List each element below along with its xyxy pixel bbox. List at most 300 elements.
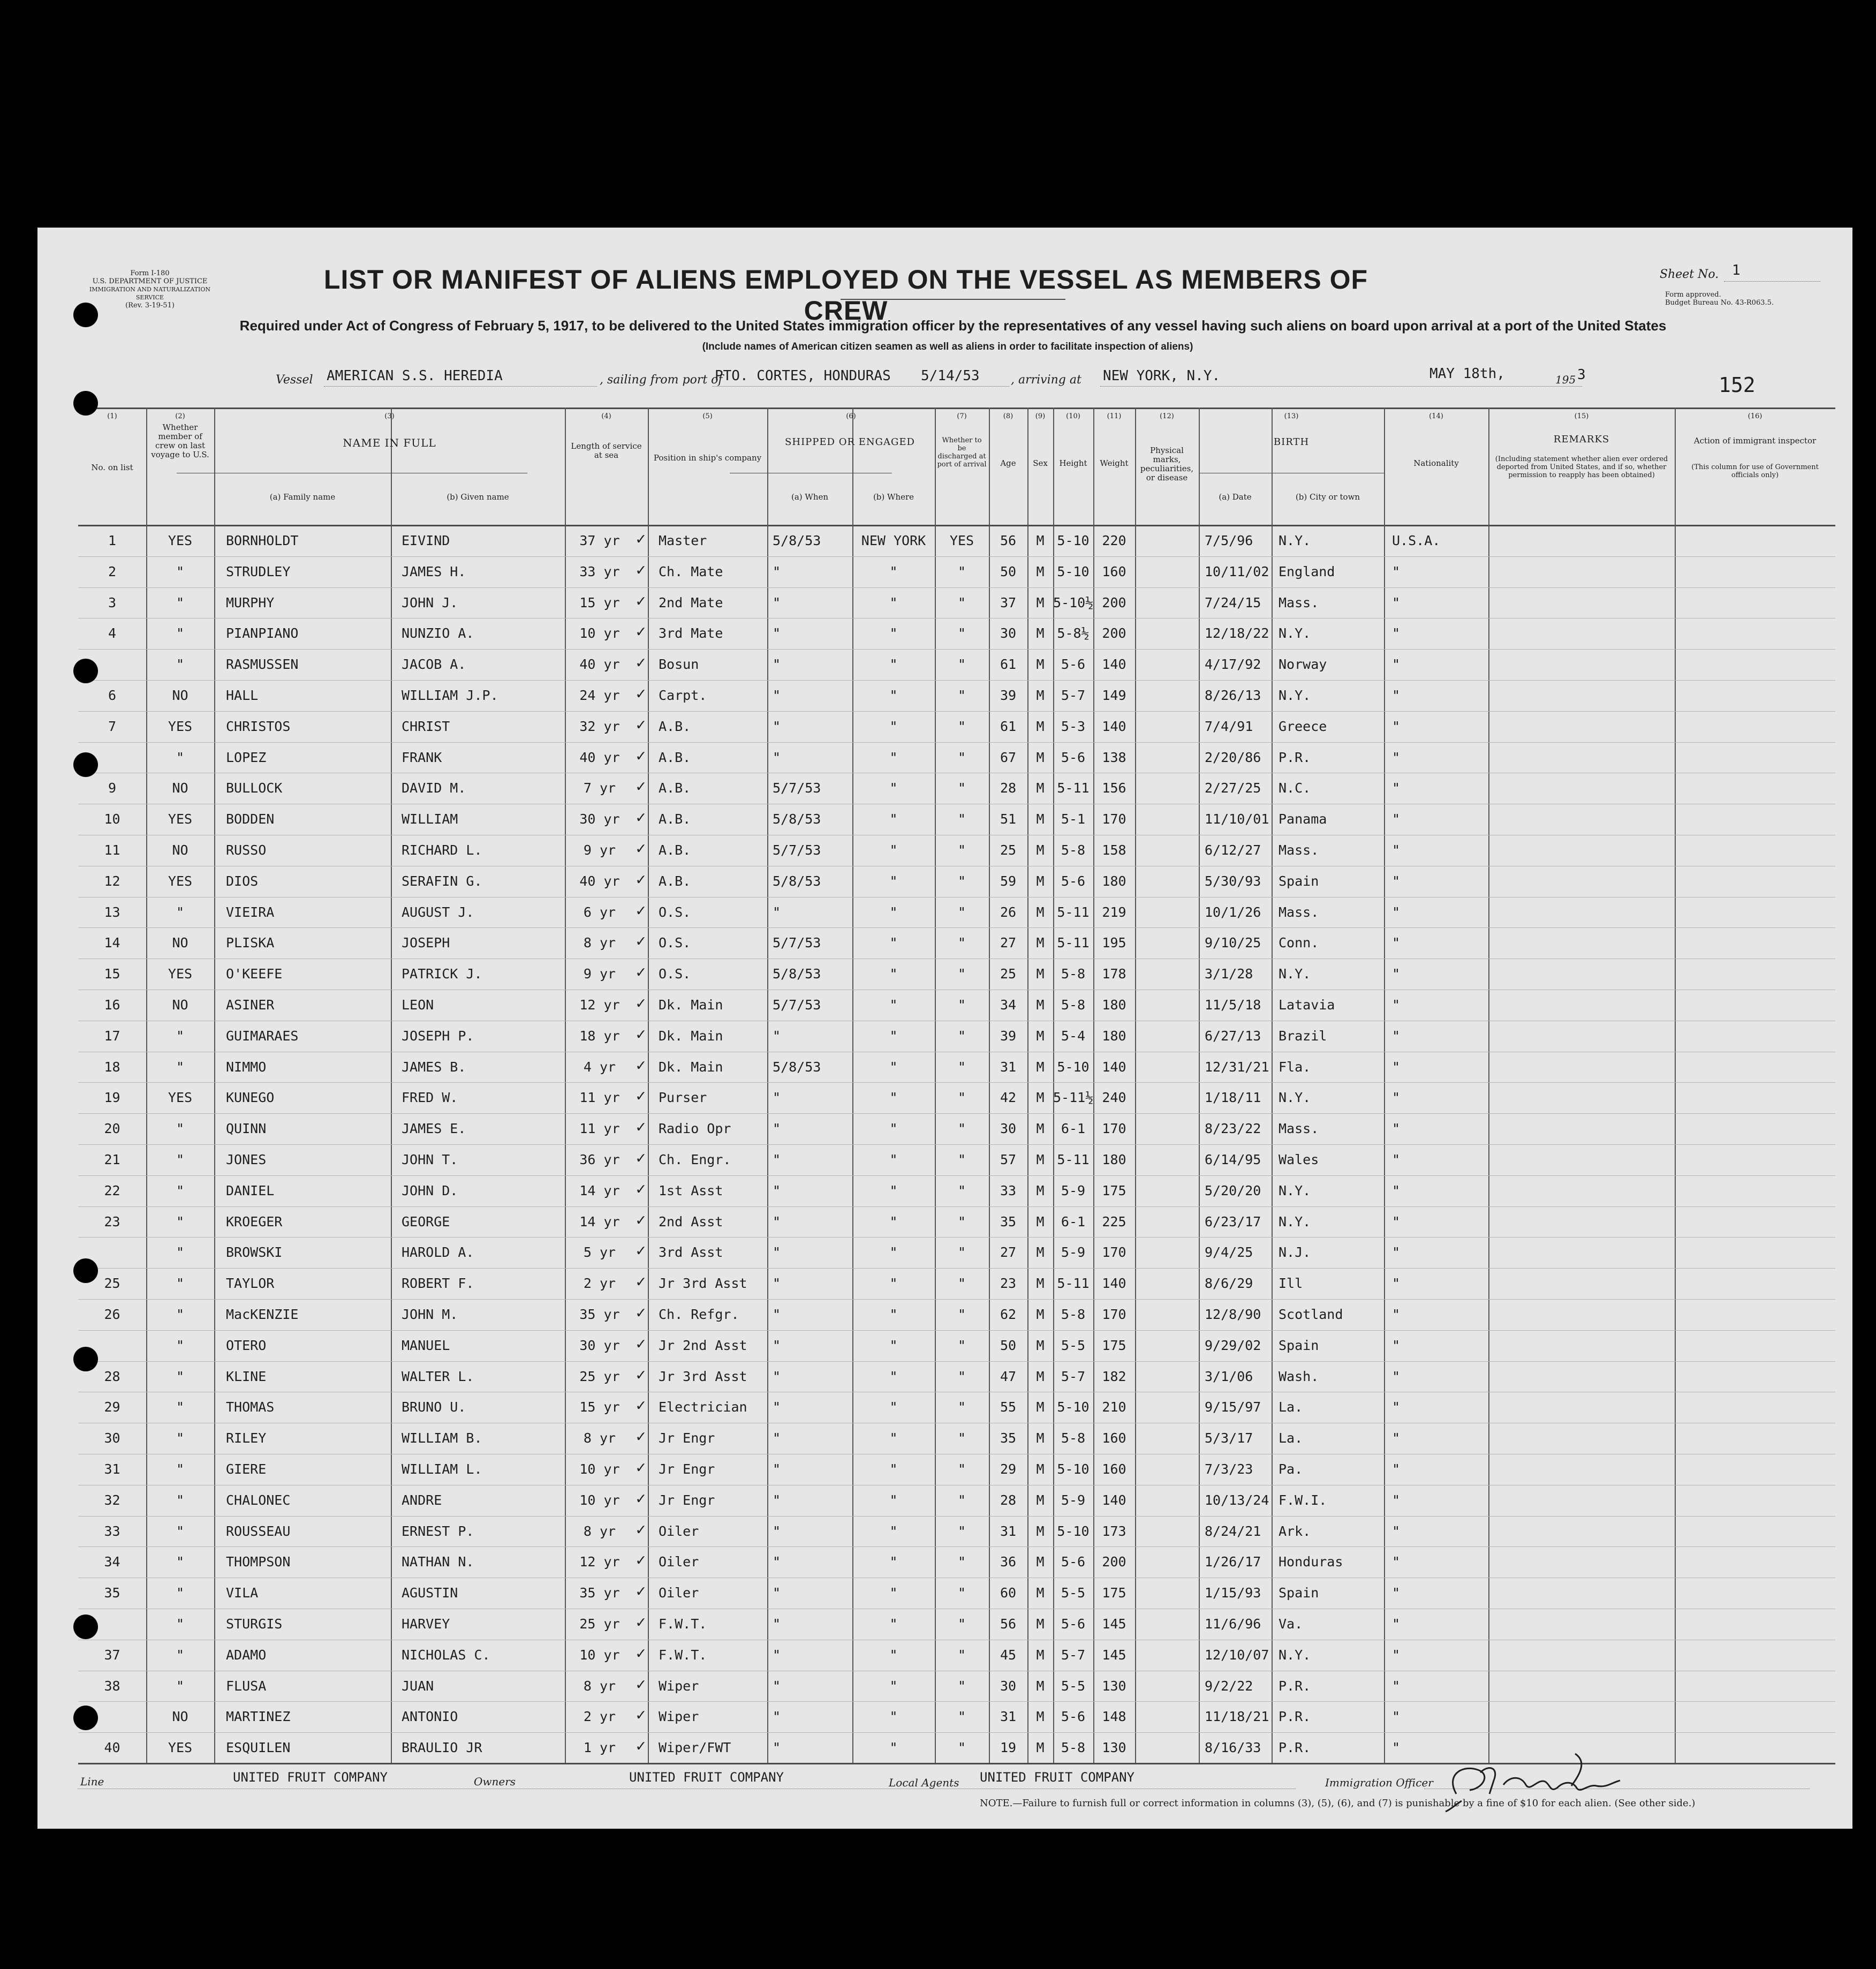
cell-discharged: " [957, 1430, 966, 1446]
cell-weight: 180 [1102, 1152, 1126, 1167]
cell-age: 35 [1000, 1430, 1017, 1446]
check-mark-icon: ✓ [636, 1118, 646, 1136]
cell-sex: M [1036, 1121, 1045, 1136]
cell-sex: M [1036, 657, 1045, 672]
cell-weight: 170 [1102, 1121, 1126, 1136]
cell-given: WILLIAM [402, 811, 458, 827]
cell-birth-date: 5/30/93 [1205, 873, 1261, 889]
cell-sex: M [1036, 811, 1045, 827]
row-rule [78, 680, 1835, 681]
service-name: IMMIGRATION AND NATURALIZATION SERVICE [89, 286, 211, 301]
cell-position: Jr 2nd Asst [659, 1338, 747, 1353]
arrival-underline [1100, 386, 1582, 387]
cell-position: Electrician [659, 1399, 747, 1415]
cell-service: 7 yr [583, 780, 616, 796]
cell-position: Jr 3rd Asst [659, 1369, 747, 1384]
cell-height: 5-8 [1061, 842, 1086, 858]
cell-sex: M [1036, 1028, 1045, 1044]
cell-age: 25 [1000, 842, 1017, 858]
check-mark-icon: ✓ [636, 1675, 646, 1694]
cell-given: ANDRE [402, 1492, 442, 1508]
check-mark-icon: ✓ [636, 1303, 646, 1322]
cell-age: 61 [1000, 657, 1017, 672]
cell-given: AUGUST J. [402, 904, 474, 920]
cell-birth-place: N.J. [1279, 1244, 1311, 1260]
cell-when: " [773, 1492, 781, 1508]
cell-height: 5-9 [1061, 1492, 1086, 1508]
cell-no: 26 [104, 1307, 120, 1322]
row-rule [78, 1516, 1835, 1517]
cell-where: " [889, 966, 898, 982]
cell-height: 5-10 [1057, 564, 1090, 579]
cell-weight: 225 [1102, 1214, 1126, 1229]
cell-weight: 156 [1102, 780, 1126, 796]
cell-birth-date: 10/1/26 [1205, 904, 1261, 920]
column-header-c13: BIRTH [1273, 436, 1310, 448]
cell-age: 50 [1000, 1338, 1017, 1353]
cell-age: 27 [1000, 1244, 1017, 1260]
cell-discharged: " [957, 1338, 966, 1353]
cell-service: 40 yr [579, 873, 620, 889]
cell-sex: M [1036, 1338, 1045, 1353]
cell-weight: 140 [1102, 719, 1126, 734]
cell-family: JONES [226, 1152, 267, 1167]
punch-hole [73, 391, 98, 416]
cell-where: " [889, 750, 898, 765]
cell-weight: 195 [1102, 935, 1126, 950]
cell-discharged: " [957, 1028, 966, 1044]
year-suffix: 3 [1577, 367, 1586, 383]
sailing-label: , sailing from port of [600, 373, 723, 387]
cell-prev: " [176, 1183, 185, 1198]
cell-where: " [889, 1152, 898, 1167]
cell-birth-place: Mass. [1279, 595, 1319, 610]
cell-where: " [889, 1647, 898, 1663]
check-mark-icon: ✓ [636, 1272, 646, 1291]
cell-family: LOPEZ [226, 750, 267, 765]
cell-nationality: " [1392, 750, 1401, 765]
cell-weight: 175 [1102, 1338, 1126, 1353]
cell-service: 25 yr [579, 1616, 620, 1632]
cell-where: " [889, 719, 898, 734]
cell-discharged: " [957, 966, 966, 982]
cell-given: RICHARD L. [402, 842, 482, 858]
cell-sex: M [1036, 1214, 1045, 1229]
cell-family: BROWSKI [226, 1244, 283, 1260]
cell-service: 25 yr [579, 1369, 620, 1384]
cell-when: " [773, 688, 781, 703]
cell-age: 31 [1000, 1059, 1017, 1075]
cell-birth-date: 6/27/13 [1205, 1028, 1261, 1044]
cell-nationality: " [1392, 1647, 1401, 1663]
check-mark-icon: ✓ [636, 994, 646, 1013]
arrival-date: MAY 18th, [1429, 366, 1505, 382]
cell-birth-date: 9/15/97 [1205, 1399, 1261, 1415]
column-divider [767, 408, 768, 1763]
cell-age: 30 [1000, 1678, 1017, 1694]
cell-position: A.B. [659, 873, 691, 889]
column-header-c7: Whether to be discharged at port of arrival [937, 436, 987, 469]
cell-prev: YES [168, 1090, 193, 1105]
column-header-c6b: (b) Where [873, 492, 914, 502]
cell-family: ROUSSEAU [226, 1523, 291, 1539]
cell-age: 55 [1000, 1399, 1017, 1415]
cell-weight: 180 [1102, 1028, 1126, 1044]
cell-when: 5/8/53 [773, 873, 821, 889]
cell-given: NATHAN N. [402, 1554, 474, 1570]
cell-prev: YES [168, 811, 193, 827]
cell-discharged: " [957, 1585, 966, 1601]
column-header-c12: Physical marks, peculiarities, or disease [1140, 446, 1194, 482]
cell-where: " [889, 1183, 898, 1198]
form-number: Form I-180 [130, 269, 170, 277]
cell-height: 5-10 [1057, 1523, 1090, 1539]
column-number: (8) [1003, 412, 1013, 420]
cell-birth-date: 8/6/29 [1205, 1276, 1253, 1291]
column-header-c2: Whether member of crew on last voyage to U.S. [151, 423, 209, 459]
cell-discharged: " [957, 625, 966, 641]
cell-where: " [889, 842, 898, 858]
cell-discharged: " [957, 1616, 966, 1632]
cell-birth-place: Latavia [1279, 997, 1335, 1013]
cell-service: 33 yr [579, 564, 620, 579]
cell-where: " [889, 1678, 898, 1694]
cell-sex: M [1036, 1709, 1045, 1724]
owners-company: UNITED FRUIT COMPANY [629, 1770, 784, 1785]
cell-birth-date: 9/29/02 [1205, 1338, 1261, 1353]
cell-height: 5-6 [1061, 1554, 1086, 1570]
cell-family: KUNEGO [226, 1090, 275, 1105]
cell-nationality: " [1392, 1430, 1401, 1446]
cell-no: 11 [104, 842, 120, 858]
cell-birth-place: N.Y. [1279, 1647, 1311, 1663]
cell-no: 33 [104, 1523, 120, 1539]
cell-service: 15 yr [579, 1399, 620, 1415]
cell-discharged: " [957, 1090, 966, 1105]
cell-prev: YES [168, 533, 193, 548]
column-number: (13) [1284, 412, 1299, 420]
column-number: (3) [384, 412, 395, 420]
cell-discharged: " [957, 688, 966, 703]
cell-given: SERAFIN G. [402, 873, 482, 889]
column-header-c6: SHIPPED OR ENGAGED [785, 436, 915, 448]
cell-family: FLUSA [226, 1678, 267, 1694]
cell-birth-date: 10/13/24 [1205, 1492, 1269, 1508]
cell-weight: 220 [1102, 533, 1126, 548]
table-top-border [78, 408, 1835, 409]
cell-service: 40 yr [579, 750, 620, 765]
cell-family: BODDEN [226, 811, 275, 827]
cell-family: MARTINEZ [226, 1709, 291, 1724]
cell-position: O.S. [659, 935, 691, 950]
column-header-c9: Sex [1033, 458, 1048, 468]
cell-birth-date: 3/1/06 [1205, 1369, 1253, 1384]
page-number: 152 [1719, 373, 1756, 397]
column-header-c11: Weight [1100, 458, 1129, 468]
cell-height: 5-6 [1061, 1709, 1086, 1724]
cell-service: 12 yr [579, 1554, 620, 1570]
cell-weight: 200 [1102, 1554, 1126, 1570]
cell-position: Wiper [659, 1709, 699, 1724]
cell-service: 10 yr [579, 1461, 620, 1477]
cell-birth-date: 8/23/22 [1205, 1121, 1261, 1136]
column-header-c16note: (This column for use of Government officials only) [1691, 463, 1819, 479]
departure-port: PTO. CORTES, HONDURAS [715, 368, 891, 384]
vessel-underline [324, 386, 597, 387]
cell-prev: YES [168, 873, 193, 889]
cell-when: " [773, 625, 781, 641]
cell-birth-date: 8/24/21 [1205, 1523, 1261, 1539]
cell-family: RILEY [226, 1430, 267, 1446]
cell-given: ROBERT F. [402, 1276, 474, 1291]
cell-no: 19 [104, 1090, 120, 1105]
row-rule [78, 1237, 1835, 1238]
cell-position: 1st Asst [659, 1183, 723, 1198]
cell-birth-place: P.R. [1279, 1709, 1311, 1724]
cell-when: " [773, 1121, 781, 1136]
cell-nationality: " [1392, 1369, 1401, 1384]
cell-where: " [889, 1554, 898, 1570]
cell-sex: M [1036, 1461, 1045, 1477]
row-rule [78, 1299, 1835, 1300]
cell-family: GUIMARAES [226, 1028, 299, 1044]
cell-position: 2nd Mate [659, 595, 723, 610]
cell-position: Jr 3rd Asst [659, 1276, 747, 1291]
cell-age: 59 [1000, 873, 1017, 889]
cell-sex: M [1036, 750, 1045, 765]
cell-given: JACOB A. [402, 657, 466, 672]
punch-hole [73, 1258, 98, 1283]
cell-prev: " [176, 1492, 185, 1508]
column-header-c4: Length of service at sea [571, 441, 642, 460]
check-mark-icon: ✓ [636, 1489, 646, 1508]
cell-given: JAMES H. [402, 564, 466, 579]
check-mark-icon: ✓ [636, 1458, 646, 1477]
cell-no: 12 [104, 873, 120, 889]
cell-age: 45 [1000, 1647, 1017, 1663]
cell-birth-date: 8/26/13 [1205, 688, 1261, 703]
punch-hole [73, 1347, 98, 1371]
cell-discharged: " [957, 1183, 966, 1198]
cell-sex: M [1036, 1369, 1045, 1384]
cell-where: " [889, 1709, 898, 1724]
line-label: Line [80, 1775, 104, 1788]
cell-position: Wiper [659, 1678, 699, 1694]
cell-nationality: " [1392, 1399, 1401, 1415]
department-name: U.S. DEPARTMENT OF JUSTICE [92, 277, 208, 285]
cell-service: 9 yr [583, 842, 616, 858]
column-divider [1384, 408, 1385, 1763]
cell-service: 10 yr [579, 1492, 620, 1508]
cell-weight: 145 [1102, 1616, 1126, 1632]
port-underline [712, 386, 1009, 387]
cell-when: " [773, 1678, 781, 1694]
column-header-c3: NAME IN FULL [343, 436, 436, 449]
cell-birth-date: 3/1/28 [1205, 966, 1253, 982]
check-mark-icon: ✓ [636, 715, 646, 734]
row-rule [78, 927, 1835, 928]
cell-nationality: " [1392, 688, 1401, 703]
cell-given: FRANK [402, 750, 442, 765]
column-number: (15) [1574, 412, 1589, 420]
cell-position: Radio Opr [659, 1121, 731, 1136]
row-rule [78, 1144, 1835, 1145]
cell-prev: " [176, 625, 185, 641]
row-rule [78, 742, 1835, 743]
column-divider [1135, 408, 1136, 1763]
cell-discharged: " [957, 873, 966, 889]
cell-where: " [889, 997, 898, 1013]
column-divider [1488, 408, 1489, 1763]
cell-age: 39 [1000, 688, 1017, 703]
cell-family: MURPHY [226, 595, 275, 610]
cell-position: Jr Engr [659, 1492, 715, 1508]
cell-nationality: " [1392, 1059, 1401, 1075]
check-mark-icon: ✓ [636, 1737, 646, 1755]
punch-hole [73, 303, 98, 327]
cell-where: " [889, 1338, 898, 1353]
cell-nationality: " [1392, 595, 1401, 610]
cell-service: 12 yr [579, 997, 620, 1013]
cell-when: " [773, 1369, 781, 1384]
cell-when: " [773, 750, 781, 765]
cell-prev: " [176, 1647, 185, 1663]
cell-height: 5-8 [1061, 1430, 1086, 1446]
column-header-c8: Age [1000, 458, 1016, 468]
cell-nationality: " [1392, 1276, 1401, 1291]
cell-height: 5-9 [1061, 1183, 1086, 1198]
cell-no: 18 [104, 1059, 120, 1075]
cell-no: 31 [104, 1461, 120, 1477]
cell-service: 30 yr [579, 1338, 620, 1353]
cell-weight: 130 [1102, 1678, 1126, 1694]
row-rule [78, 711, 1835, 712]
cell-when: " [773, 1307, 781, 1322]
cell-where: NEW YORK [861, 533, 926, 548]
cell-height: 5-11 [1057, 1152, 1090, 1167]
cell-height: 5-11 [1057, 1276, 1090, 1291]
cell-given: JAMES B. [402, 1059, 466, 1075]
check-mark-icon: ✓ [636, 1211, 646, 1229]
cell-service: 8 yr [583, 1523, 616, 1539]
cell-sex: M [1036, 904, 1045, 920]
cell-weight: 160 [1102, 564, 1126, 579]
cell-weight: 149 [1102, 688, 1126, 703]
cell-given: WALTER L. [402, 1369, 474, 1384]
cell-height: 5-6 [1061, 657, 1086, 672]
punch-hole [73, 1706, 98, 1730]
cell-no: 32 [104, 1492, 120, 1508]
cell-where: " [889, 1214, 898, 1229]
cell-service: 35 yr [579, 1307, 620, 1322]
column-header-c13a: (a) Date [1219, 492, 1252, 502]
check-mark-icon: ✓ [636, 1241, 646, 1260]
line-company: UNITED FRUIT COMPANY [233, 1770, 388, 1785]
cell-sex: M [1036, 780, 1045, 796]
cell-where: " [889, 564, 898, 579]
cell-no: 3 [108, 595, 117, 610]
cell-given: AGUSTIN [402, 1585, 458, 1601]
cell-given: JUAN [402, 1678, 434, 1694]
cell-height: 5-7 [1061, 1369, 1086, 1384]
cell-height: 5-11 [1057, 780, 1090, 796]
cell-discharged: " [957, 1523, 966, 1539]
cell-birth-place: N.Y. [1279, 533, 1311, 548]
cell-given: BRUNO U. [402, 1399, 466, 1415]
cell-given: JOHN D. [402, 1183, 458, 1198]
cell-position: O.S. [659, 966, 691, 982]
cell-no: 34 [104, 1554, 120, 1570]
cell-birth-date: 4/17/92 [1205, 657, 1261, 672]
cell-where: " [889, 1369, 898, 1384]
cell-sex: M [1036, 1307, 1045, 1322]
cell-when: " [773, 1276, 781, 1291]
cell-when: 5/7/53 [773, 842, 821, 858]
column-header-c15note: (Including statement whether alien ever ordered deported from United States, and if so, whether permission to reapply has been obtained) [1495, 455, 1668, 479]
cell-birth-date: 7/3/23 [1205, 1461, 1253, 1477]
cell-nationality: " [1392, 997, 1401, 1013]
cell-birth-date: 7/24/15 [1205, 595, 1261, 610]
cell-family: BULLOCK [226, 780, 283, 796]
cell-when: " [773, 657, 781, 672]
cell-weight: 140 [1102, 1059, 1126, 1075]
cell-weight: 210 [1102, 1399, 1126, 1415]
cell-given: WILLIAM B. [402, 1430, 482, 1446]
cell-where: " [889, 1616, 898, 1632]
cell-prev: " [176, 750, 185, 765]
cell-birth-place: P.R. [1279, 1678, 1311, 1694]
cell-given: JOHN T. [402, 1152, 458, 1167]
cell-where: " [889, 1399, 898, 1415]
check-mark-icon: ✓ [636, 870, 646, 889]
cell-nationality: " [1392, 625, 1401, 641]
cell-no: 22 [104, 1183, 120, 1198]
cell-when: " [773, 1028, 781, 1044]
cell-where: " [889, 1585, 898, 1601]
cell-no: 6 [108, 688, 117, 703]
cell-weight: 180 [1102, 873, 1126, 889]
row-rule [78, 587, 1835, 588]
cell-family: RUSSO [226, 842, 267, 858]
check-mark-icon: ✓ [636, 839, 646, 858]
cell-age: 34 [1000, 997, 1017, 1013]
cell-service: 11 yr [579, 1090, 620, 1105]
cell-prev: NO [172, 1709, 188, 1724]
cell-nationality: " [1392, 1307, 1401, 1322]
check-mark-icon: ✓ [636, 1180, 646, 1198]
column-number: (2) [175, 412, 185, 420]
cell-sex: M [1036, 1554, 1045, 1570]
cell-no: 21 [104, 1152, 120, 1167]
cell-nationality: " [1392, 1616, 1401, 1632]
cell-prev: " [176, 1028, 185, 1044]
cell-age: 42 [1000, 1090, 1017, 1105]
cell-discharged: " [957, 1059, 966, 1075]
cell-position: Wiper/FWT [659, 1740, 731, 1755]
cell-position: Oiler [659, 1585, 699, 1601]
cell-nationality: " [1392, 564, 1401, 579]
cell-sex: M [1036, 1616, 1045, 1632]
row-rule [78, 1268, 1835, 1269]
cell-discharged: " [957, 750, 966, 765]
cell-birth-date: 9/2/22 [1205, 1678, 1253, 1694]
column-divider [1272, 408, 1273, 1763]
cell-birth-date: 11/6/96 [1205, 1616, 1261, 1632]
check-mark-icon: ✓ [636, 561, 646, 579]
check-mark-icon: ✓ [636, 1334, 646, 1353]
cell-position: A.B. [659, 811, 691, 827]
punch-hole [73, 752, 98, 777]
